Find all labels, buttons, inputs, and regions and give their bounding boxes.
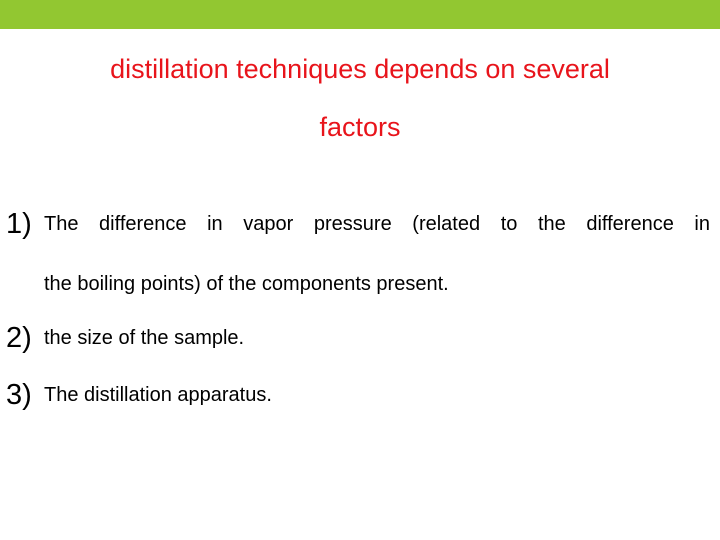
list-item-number: 2) xyxy=(6,322,32,354)
list-item-text-line-2: the boiling points) of the components present. xyxy=(44,273,449,295)
list-item-text-line-1: The difference in vapor pressure (related to the difference in xyxy=(44,213,710,235)
list-item-number: 1) xyxy=(6,208,32,240)
list-item-text xyxy=(44,194,712,314)
top-accent-bar xyxy=(0,0,720,29)
list-item-text: the size of the sample. xyxy=(44,327,245,349)
slide-title-line-2: factors xyxy=(319,112,401,142)
list-item-text: The distillation apparatus. xyxy=(44,384,272,406)
slide-title-line-1: distillation techniques depends on several xyxy=(110,54,610,84)
slide-title xyxy=(0,40,720,156)
list-item-number: 3) xyxy=(6,379,32,411)
